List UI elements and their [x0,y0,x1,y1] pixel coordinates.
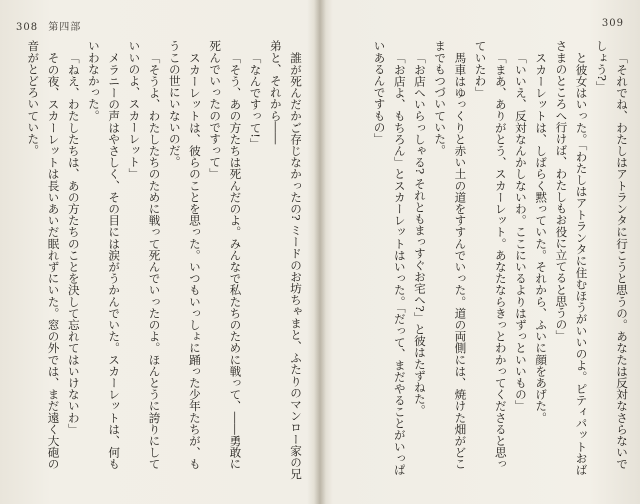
left-paragraph: 「ねえ、わたしたちは、あの方たちのことを決して忘れてはいけないわ」 [66,51,81,435]
left-paragraph: スカーレットは、彼らのことを思った。いつもいっしょに踊った少年たちが、もうこの世にいないのだ。 [167,40,202,470]
right-paragraph: 「いいえ、反対なんかしないわ。ここにいるよりはずっといいもの」 [513,51,528,412]
left-page-number: 308 [16,22,39,33]
left-paragraph: 「そうよ、わたしたちのために戦って死んでいったのよ。ほんとうに誇りにしていいのよ、スカーレット」 [127,40,162,470]
right-paragraph: スカーレットは、しばらく黙っていた。それから、ふいに顔をあげた。 [534,51,549,423]
right-paragraph: と彼女はいった。「わたしはアトランタに住むほうがいいのよ。ピティパットおばさまのところへ行けば、わたしもお役に立てると思うの」 [554,40,589,475]
right-running-head [602,18,624,29]
left-page [0,0,318,504]
right-page-number: 309 [601,18,624,29]
right-paragraph: 「まあ、ありがとう、スカーレット。あなたならきっとわかってくださると思っていたわ」 [473,40,508,470]
right-paragraph: 馬車はゆっくりと赤い土の道をすすんでいった。道の両側には、焼けた畑がどこまでもつづいていた。 [433,40,468,470]
right-page [322,0,640,504]
left-paragraph: その夜、スカーレットは長いあいだ眠れずにいた。窓の外では、まだ遠く大砲の音がとどろいていた。 [26,40,61,470]
left-paragraph: 誰が死んだかご存じなかったの? ミードのお坊ちゃまと、ふたりのマンロー家の兄弟と、それから―― [268,40,303,480]
left-text-block [14,40,306,480]
right-paragraph: 「お店へいらっしゃる? それともまっすぐお宅へ?」と彼はたずねた。 [412,51,427,416]
right-text-block [336,40,632,480]
left-running-head [16,18,81,33]
right-paragraph: 「お店よ、もちろん」とスカーレットはいった。「だって、まだやることがいっぱいあるんですもの」 [372,40,407,475]
left-paragraph: 「なんですって!」 [248,51,263,150]
left-paragraph: 「そう、あの方たちは死んだのよ。みんなで私たちのために戦って、――勇敢に死んでいったのですって」 [208,40,243,470]
left-chapter-label: 第四部 [48,22,82,33]
right-paragraph: 「それでね、わたしはアトランタに行こうと思うの。あなたは反対なさらないでしょう?」 [594,40,629,470]
left-paragraph: メラニーの声はやさしく、その目には涙がうかんでいた。スカーレットは、何もいわなかった。 [86,40,122,470]
